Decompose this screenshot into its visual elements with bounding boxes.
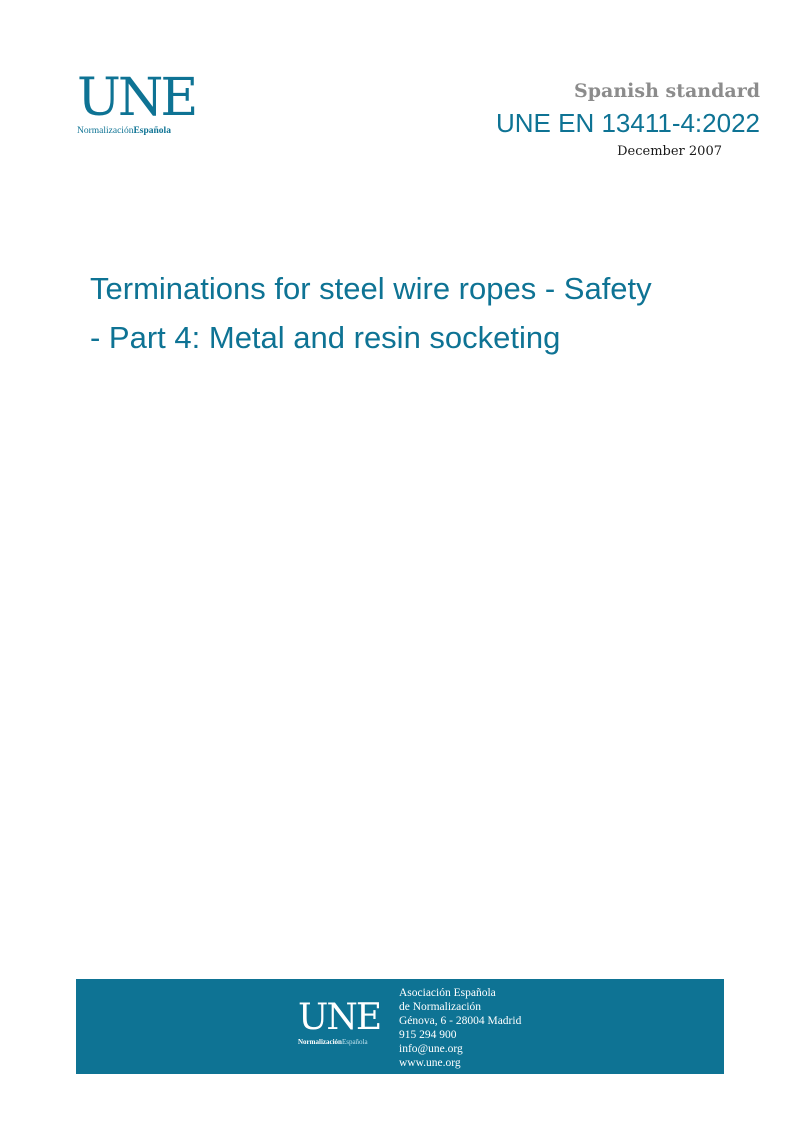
- document-title-line-1: Terminations for steel wire ropes - Safety: [90, 271, 652, 306]
- footer-logo-wordmark: UNE: [298, 997, 381, 1038]
- standard-header: [496, 78, 760, 161]
- footer-band: [76, 979, 724, 1074]
- contact-address: Génova, 6 - 28004 Madrid: [399, 1015, 522, 1027]
- footer-logo-tagline-regular: Normalización: [298, 1038, 342, 1046]
- contact-phone: 915 294 900: [399, 1029, 457, 1041]
- footer-logo-tagline-light: Española: [341, 1038, 368, 1046]
- footer-logo-tagline: [298, 1038, 380, 1046]
- standard-code: UNE EN 13411-4:2022: [495, 108, 760, 138]
- une-logo-wordmark: UNE: [77, 68, 196, 128]
- contact-email: info@une.org: [399, 1043, 463, 1055]
- footer-une-logo: [298, 997, 381, 1046]
- une-logo: [77, 68, 197, 137]
- standard-date: December 2007: [617, 144, 722, 159]
- contact-org-line-2: de Normalización: [399, 1001, 482, 1013]
- contact-org-line-1: Asociación Española: [399, 987, 496, 999]
- une-logo-tagline-regular: Normalización: [77, 126, 134, 136]
- document-title: [90, 264, 730, 362]
- footer-contact-list: [399, 986, 521, 1070]
- une-logo-tagline-bold: Española: [133, 126, 171, 136]
- document-title-line-2: - Part 4: Metal and resin socketing: [90, 320, 561, 355]
- standard-kind: Spanish standard: [574, 80, 760, 102]
- contact-website: www.une.org: [399, 1057, 461, 1069]
